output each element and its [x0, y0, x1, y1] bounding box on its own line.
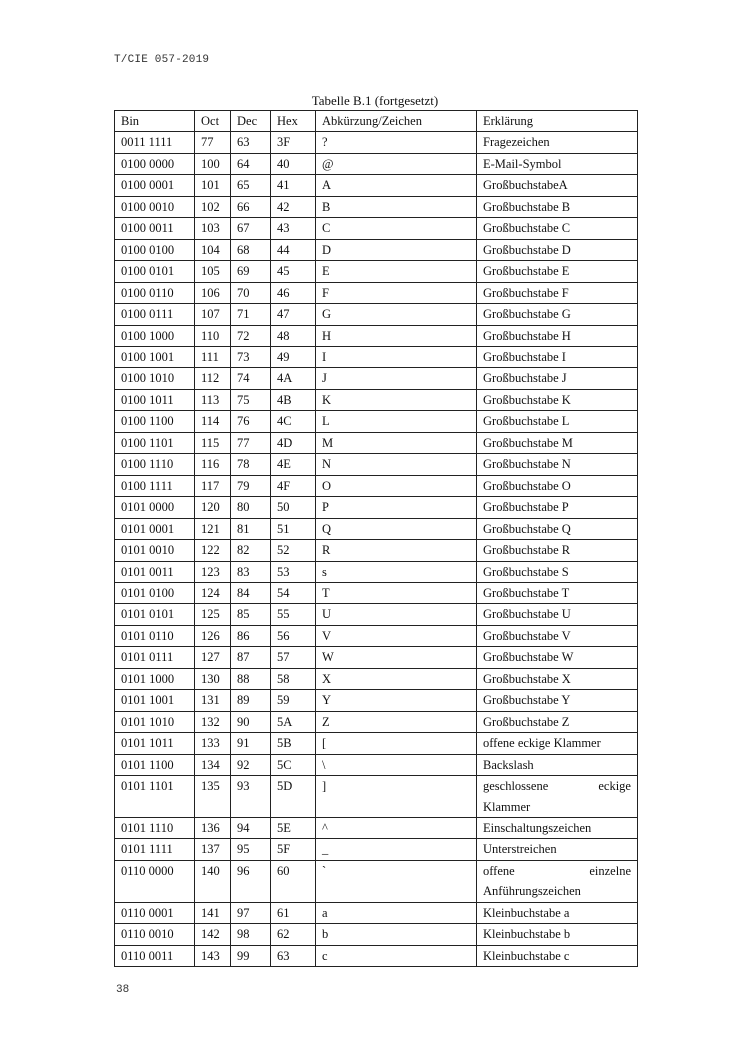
cell-bin: 0101 0001 — [115, 518, 195, 539]
table-row — [115, 454, 638, 475]
cell-oct: 130 — [195, 668, 231, 689]
cell-dec: 79 — [231, 475, 271, 496]
cell-symbol: ] — [316, 776, 477, 818]
cell-bin: 0101 1110 — [115, 817, 195, 838]
cell-bin: 0101 0101 — [115, 604, 195, 625]
cell-dec: 88 — [231, 668, 271, 689]
table-row — [115, 475, 638, 496]
cell-dec: 82 — [231, 540, 271, 561]
cell-oct: 127 — [195, 647, 231, 668]
cell-oct: 103 — [195, 218, 231, 239]
cell-hex: 5E — [271, 817, 316, 838]
cell-dec: 94 — [231, 817, 271, 838]
cell-oct: 110 — [195, 325, 231, 346]
cell-oct: 100 — [195, 153, 231, 174]
cell-hex: 62 — [271, 924, 316, 945]
table-row — [115, 902, 638, 923]
cell-explanation: Großbuchstabe G — [477, 304, 638, 325]
table-row — [115, 346, 638, 367]
cell-explanation: offene einzelne Anführungszeichen — [477, 860, 638, 902]
table-row — [115, 368, 638, 389]
cell-bin: 0011 1111 — [115, 132, 195, 153]
cell-oct: 140 — [195, 860, 231, 902]
cell-explanation: Großbuchstabe U — [477, 604, 638, 625]
table-row — [115, 647, 638, 668]
cell-explanation: Großbuchstabe Q — [477, 518, 638, 539]
cell-explanation: Kleinbuchstabe c — [477, 945, 638, 966]
cell-symbol: U — [316, 604, 477, 625]
table-row — [115, 540, 638, 561]
cell-symbol: A — [316, 175, 477, 196]
cell-hex: 63 — [271, 945, 316, 966]
cell-explanation: Großbuchstabe C — [477, 218, 638, 239]
table-row — [115, 497, 638, 518]
cell-oct: 137 — [195, 839, 231, 860]
cell-dec: 95 — [231, 839, 271, 860]
table-row — [115, 604, 638, 625]
cell-explanation: Großbuchstabe I — [477, 346, 638, 367]
table-row — [115, 817, 638, 838]
cell-oct: 116 — [195, 454, 231, 475]
table-row — [115, 924, 638, 945]
cell-explanation: Unterstreichen — [477, 839, 638, 860]
cell-oct: 132 — [195, 711, 231, 732]
cell-bin: 0110 0001 — [115, 902, 195, 923]
cell-symbol: F — [316, 282, 477, 303]
cell-oct: 136 — [195, 817, 231, 838]
cell-hex: 40 — [271, 153, 316, 174]
cell-bin: 0100 1001 — [115, 346, 195, 367]
cell-bin: 0101 1000 — [115, 668, 195, 689]
cell-explanation: Großbuchstabe O — [477, 475, 638, 496]
cell-bin: 0101 1011 — [115, 733, 195, 754]
cell-bin: 0101 0010 — [115, 540, 195, 561]
cell-bin: 0100 0011 — [115, 218, 195, 239]
cell-dec: 72 — [231, 325, 271, 346]
cell-explanation: Kleinbuchstabe b — [477, 924, 638, 945]
cell-bin: 0100 0010 — [115, 196, 195, 217]
table-row — [115, 389, 638, 410]
cell-dec: 96 — [231, 860, 271, 902]
cell-symbol: N — [316, 454, 477, 475]
cell-hex: 54 — [271, 582, 316, 603]
cell-symbol: ` — [316, 860, 477, 902]
cell-oct: 142 — [195, 924, 231, 945]
cell-symbol: X — [316, 668, 477, 689]
cell-bin: 0100 1000 — [115, 325, 195, 346]
cell-dec: 81 — [231, 518, 271, 539]
cell-dec: 66 — [231, 196, 271, 217]
cell-explanation: Großbuchstabe Y — [477, 690, 638, 711]
cell-oct: 102 — [195, 196, 231, 217]
cell-oct: 141 — [195, 902, 231, 923]
cell-bin: 0100 0101 — [115, 261, 195, 282]
cell-symbol: E — [316, 261, 477, 282]
cell-symbol: @ — [316, 153, 477, 174]
cell-dec: 90 — [231, 711, 271, 732]
cell-symbol: ^ — [316, 817, 477, 838]
col-header-hex: Hex — [271, 111, 316, 132]
cell-dec: 91 — [231, 733, 271, 754]
cell-symbol: b — [316, 924, 477, 945]
col-header-symbol: Abkürzung/Zeichen — [316, 111, 477, 132]
cell-oct: 143 — [195, 945, 231, 966]
cell-explanation: Großbuchstabe R — [477, 540, 638, 561]
cell-oct: 124 — [195, 582, 231, 603]
cell-hex: 57 — [271, 647, 316, 668]
cell-dec: 84 — [231, 582, 271, 603]
cell-bin: 0110 0000 — [115, 860, 195, 902]
table-row — [115, 754, 638, 775]
cell-symbol: _ — [316, 839, 477, 860]
table-row — [115, 411, 638, 432]
cell-dec: 73 — [231, 346, 271, 367]
cell-explanation: Großbuchstabe H — [477, 325, 638, 346]
cell-symbol: c — [316, 945, 477, 966]
cell-explanation: Großbuchstabe X — [477, 668, 638, 689]
cell-symbol: C — [316, 218, 477, 239]
page-number: 38 — [116, 984, 130, 996]
cell-symbol: R — [316, 540, 477, 561]
cell-dec: 74 — [231, 368, 271, 389]
cell-symbol: s — [316, 561, 477, 582]
table-row — [115, 261, 638, 282]
cell-hex: 4E — [271, 454, 316, 475]
cell-explanation: Großbuchstabe N — [477, 454, 638, 475]
cell-hex: 49 — [271, 346, 316, 367]
col-header-dec: Dec — [231, 111, 271, 132]
cell-dec: 70 — [231, 282, 271, 303]
ascii-table — [114, 110, 638, 967]
cell-explanation: Großbuchstabe W — [477, 647, 638, 668]
cell-dec: 69 — [231, 261, 271, 282]
cell-symbol: I — [316, 346, 477, 367]
cell-bin: 0101 0100 — [115, 582, 195, 603]
cell-explanation: Großbuchstabe J — [477, 368, 638, 389]
table-row — [115, 561, 638, 582]
cell-hex: 4A — [271, 368, 316, 389]
cell-explanation: Großbuchstabe P — [477, 497, 638, 518]
cell-symbol: Q — [316, 518, 477, 539]
cell-hex: 55 — [271, 604, 316, 625]
cell-symbol: D — [316, 239, 477, 260]
table-row — [115, 218, 638, 239]
cell-explanation: geschlossene eckige Klammer — [477, 776, 638, 818]
cell-dec: 87 — [231, 647, 271, 668]
cell-bin: 0101 1010 — [115, 711, 195, 732]
cell-oct: 122 — [195, 540, 231, 561]
cell-symbol: Y — [316, 690, 477, 711]
cell-bin: 0101 1100 — [115, 754, 195, 775]
cell-hex: 60 — [271, 860, 316, 902]
cell-hex: 45 — [271, 261, 316, 282]
cell-bin: 0101 1111 — [115, 839, 195, 860]
cell-symbol: J — [316, 368, 477, 389]
cell-hex: 5C — [271, 754, 316, 775]
cell-dec: 77 — [231, 432, 271, 453]
cell-symbol: B — [316, 196, 477, 217]
cell-hex: 5D — [271, 776, 316, 818]
cell-oct: 117 — [195, 475, 231, 496]
cell-oct: 133 — [195, 733, 231, 754]
table-row — [115, 945, 638, 966]
cell-hex: 5F — [271, 839, 316, 860]
cell-oct: 120 — [195, 497, 231, 518]
cell-oct: 105 — [195, 261, 231, 282]
cell-explanation: Großbuchstabe E — [477, 261, 638, 282]
table-row — [115, 153, 638, 174]
table-row — [115, 668, 638, 689]
table-row — [115, 733, 638, 754]
cell-oct: 134 — [195, 754, 231, 775]
cell-explanation: Backslash — [477, 754, 638, 775]
table-row — [115, 625, 638, 646]
table-header-row — [115, 111, 638, 132]
cell-hex: 56 — [271, 625, 316, 646]
cell-bin: 0101 0110 — [115, 625, 195, 646]
cell-dec: 97 — [231, 902, 271, 923]
cell-symbol: L — [316, 411, 477, 432]
cell-hex: 4C — [271, 411, 316, 432]
cell-dec: 83 — [231, 561, 271, 582]
cell-hex: 53 — [271, 561, 316, 582]
table-row — [115, 690, 638, 711]
cell-bin: 0100 0001 — [115, 175, 195, 196]
cell-explanation: Großbuchstabe D — [477, 239, 638, 260]
table-row — [115, 711, 638, 732]
cell-bin: 0100 0110 — [115, 282, 195, 303]
cell-hex: 4D — [271, 432, 316, 453]
cell-hex: 4F — [271, 475, 316, 496]
cell-explanation: Großbuchstabe T — [477, 582, 638, 603]
table-row — [115, 860, 638, 902]
table-row — [115, 282, 638, 303]
cell-symbol: W — [316, 647, 477, 668]
cell-dec: 89 — [231, 690, 271, 711]
table-row — [115, 196, 638, 217]
cell-bin: 0100 1100 — [115, 411, 195, 432]
cell-explanation: Großbuchstabe M — [477, 432, 638, 453]
cell-dec: 93 — [231, 776, 271, 818]
cell-dec: 76 — [231, 411, 271, 432]
table-caption: Tabelle B.1 (fortgesetzt) — [311, 93, 439, 108]
cell-explanation: Großbuchstabe K — [477, 389, 638, 410]
cell-oct: 113 — [195, 389, 231, 410]
cell-symbol: O — [316, 475, 477, 496]
cell-explanation: Großbuchstabe L — [477, 411, 638, 432]
cell-explanation: Fragezeichen — [477, 132, 638, 153]
table-row — [115, 175, 638, 196]
table-row — [115, 325, 638, 346]
cell-explanation: Großbuchstabe B — [477, 196, 638, 217]
cell-symbol: M — [316, 432, 477, 453]
cell-dec: 85 — [231, 604, 271, 625]
cell-bin: 0100 1101 — [115, 432, 195, 453]
cell-dec: 65 — [231, 175, 271, 196]
cell-bin: 0100 1110 — [115, 454, 195, 475]
table-row — [115, 239, 638, 260]
cell-symbol: H — [316, 325, 477, 346]
cell-symbol: T — [316, 582, 477, 603]
cell-hex: 50 — [271, 497, 316, 518]
cell-oct: 115 — [195, 432, 231, 453]
cell-dec: 71 — [231, 304, 271, 325]
cell-symbol: [ — [316, 733, 477, 754]
col-header-oct: Oct — [195, 111, 231, 132]
cell-oct: 126 — [195, 625, 231, 646]
table-row — [115, 839, 638, 860]
table-row — [115, 304, 638, 325]
col-header-explanation: Erklärung — [477, 111, 638, 132]
cell-dec: 67 — [231, 218, 271, 239]
cell-oct: 106 — [195, 282, 231, 303]
table-row — [115, 132, 638, 153]
cell-hex: 47 — [271, 304, 316, 325]
cell-oct: 123 — [195, 561, 231, 582]
cell-explanation: Großbuchstabe Z — [477, 711, 638, 732]
cell-oct: 125 — [195, 604, 231, 625]
cell-explanation: offene eckige Klammer — [477, 733, 638, 754]
cell-oct: 114 — [195, 411, 231, 432]
cell-hex: 52 — [271, 540, 316, 561]
cell-dec: 99 — [231, 945, 271, 966]
cell-hex: 41 — [271, 175, 316, 196]
col-header-bin: Bin — [115, 111, 195, 132]
cell-hex: 4B — [271, 389, 316, 410]
cell-bin: 0110 0011 — [115, 945, 195, 966]
cell-oct: 77 — [195, 132, 231, 153]
cell-explanation: Kleinbuchstabe a — [477, 902, 638, 923]
cell-hex: 61 — [271, 902, 316, 923]
table-row — [115, 776, 638, 818]
cell-bin: 0110 0010 — [115, 924, 195, 945]
cell-dec: 80 — [231, 497, 271, 518]
cell-bin: 0100 0100 — [115, 239, 195, 260]
cell-oct: 111 — [195, 346, 231, 367]
cell-hex: 5A — [271, 711, 316, 732]
cell-hex: 46 — [271, 282, 316, 303]
cell-explanation: Einschaltungszeichen — [477, 817, 638, 838]
cell-explanation: E-Mail-Symbol — [477, 153, 638, 174]
cell-symbol: ? — [316, 132, 477, 153]
table-body — [115, 132, 638, 967]
cell-dec: 92 — [231, 754, 271, 775]
cell-explanation: Großbuchstabe F — [477, 282, 638, 303]
cell-bin: 0101 0011 — [115, 561, 195, 582]
cell-hex: 43 — [271, 218, 316, 239]
cell-bin: 0101 1001 — [115, 690, 195, 711]
cell-bin: 0100 1011 — [115, 389, 195, 410]
cell-oct: 107 — [195, 304, 231, 325]
cell-hex: 3F — [271, 132, 316, 153]
cell-oct: 104 — [195, 239, 231, 260]
cell-explanation: Großbuchstabe V — [477, 625, 638, 646]
cell-bin: 0100 0000 — [115, 153, 195, 174]
cell-dec: 68 — [231, 239, 271, 260]
cell-symbol: V — [316, 625, 477, 646]
cell-oct: 101 — [195, 175, 231, 196]
cell-hex: 44 — [271, 239, 316, 260]
cell-hex: 48 — [271, 325, 316, 346]
cell-oct: 131 — [195, 690, 231, 711]
cell-symbol: Z — [316, 711, 477, 732]
cell-dec: 86 — [231, 625, 271, 646]
cell-bin: 0100 1010 — [115, 368, 195, 389]
cell-bin: 0101 0000 — [115, 497, 195, 518]
document-header: T/CIE 057-2019 — [114, 54, 210, 66]
cell-oct: 112 — [195, 368, 231, 389]
cell-symbol: P — [316, 497, 477, 518]
cell-hex: 51 — [271, 518, 316, 539]
cell-dec: 98 — [231, 924, 271, 945]
cell-symbol: G — [316, 304, 477, 325]
cell-explanation: GroßbuchstabeA — [477, 175, 638, 196]
cell-dec: 63 — [231, 132, 271, 153]
cell-symbol: \ — [316, 754, 477, 775]
cell-dec: 78 — [231, 454, 271, 475]
cell-dec: 75 — [231, 389, 271, 410]
cell-hex: 42 — [271, 196, 316, 217]
cell-hex: 5B — [271, 733, 316, 754]
cell-oct: 135 — [195, 776, 231, 818]
cell-bin: 0100 1111 — [115, 475, 195, 496]
cell-symbol: K — [316, 389, 477, 410]
cell-symbol: a — [316, 902, 477, 923]
table-row — [115, 582, 638, 603]
cell-oct: 121 — [195, 518, 231, 539]
cell-bin: 0101 0111 — [115, 647, 195, 668]
cell-bin: 0101 1101 — [115, 776, 195, 818]
cell-dec: 64 — [231, 153, 271, 174]
table-row — [115, 432, 638, 453]
table-row — [115, 518, 638, 539]
cell-hex: 58 — [271, 668, 316, 689]
cell-explanation: Großbuchstabe S — [477, 561, 638, 582]
cell-hex: 59 — [271, 690, 316, 711]
cell-bin: 0100 0111 — [115, 304, 195, 325]
